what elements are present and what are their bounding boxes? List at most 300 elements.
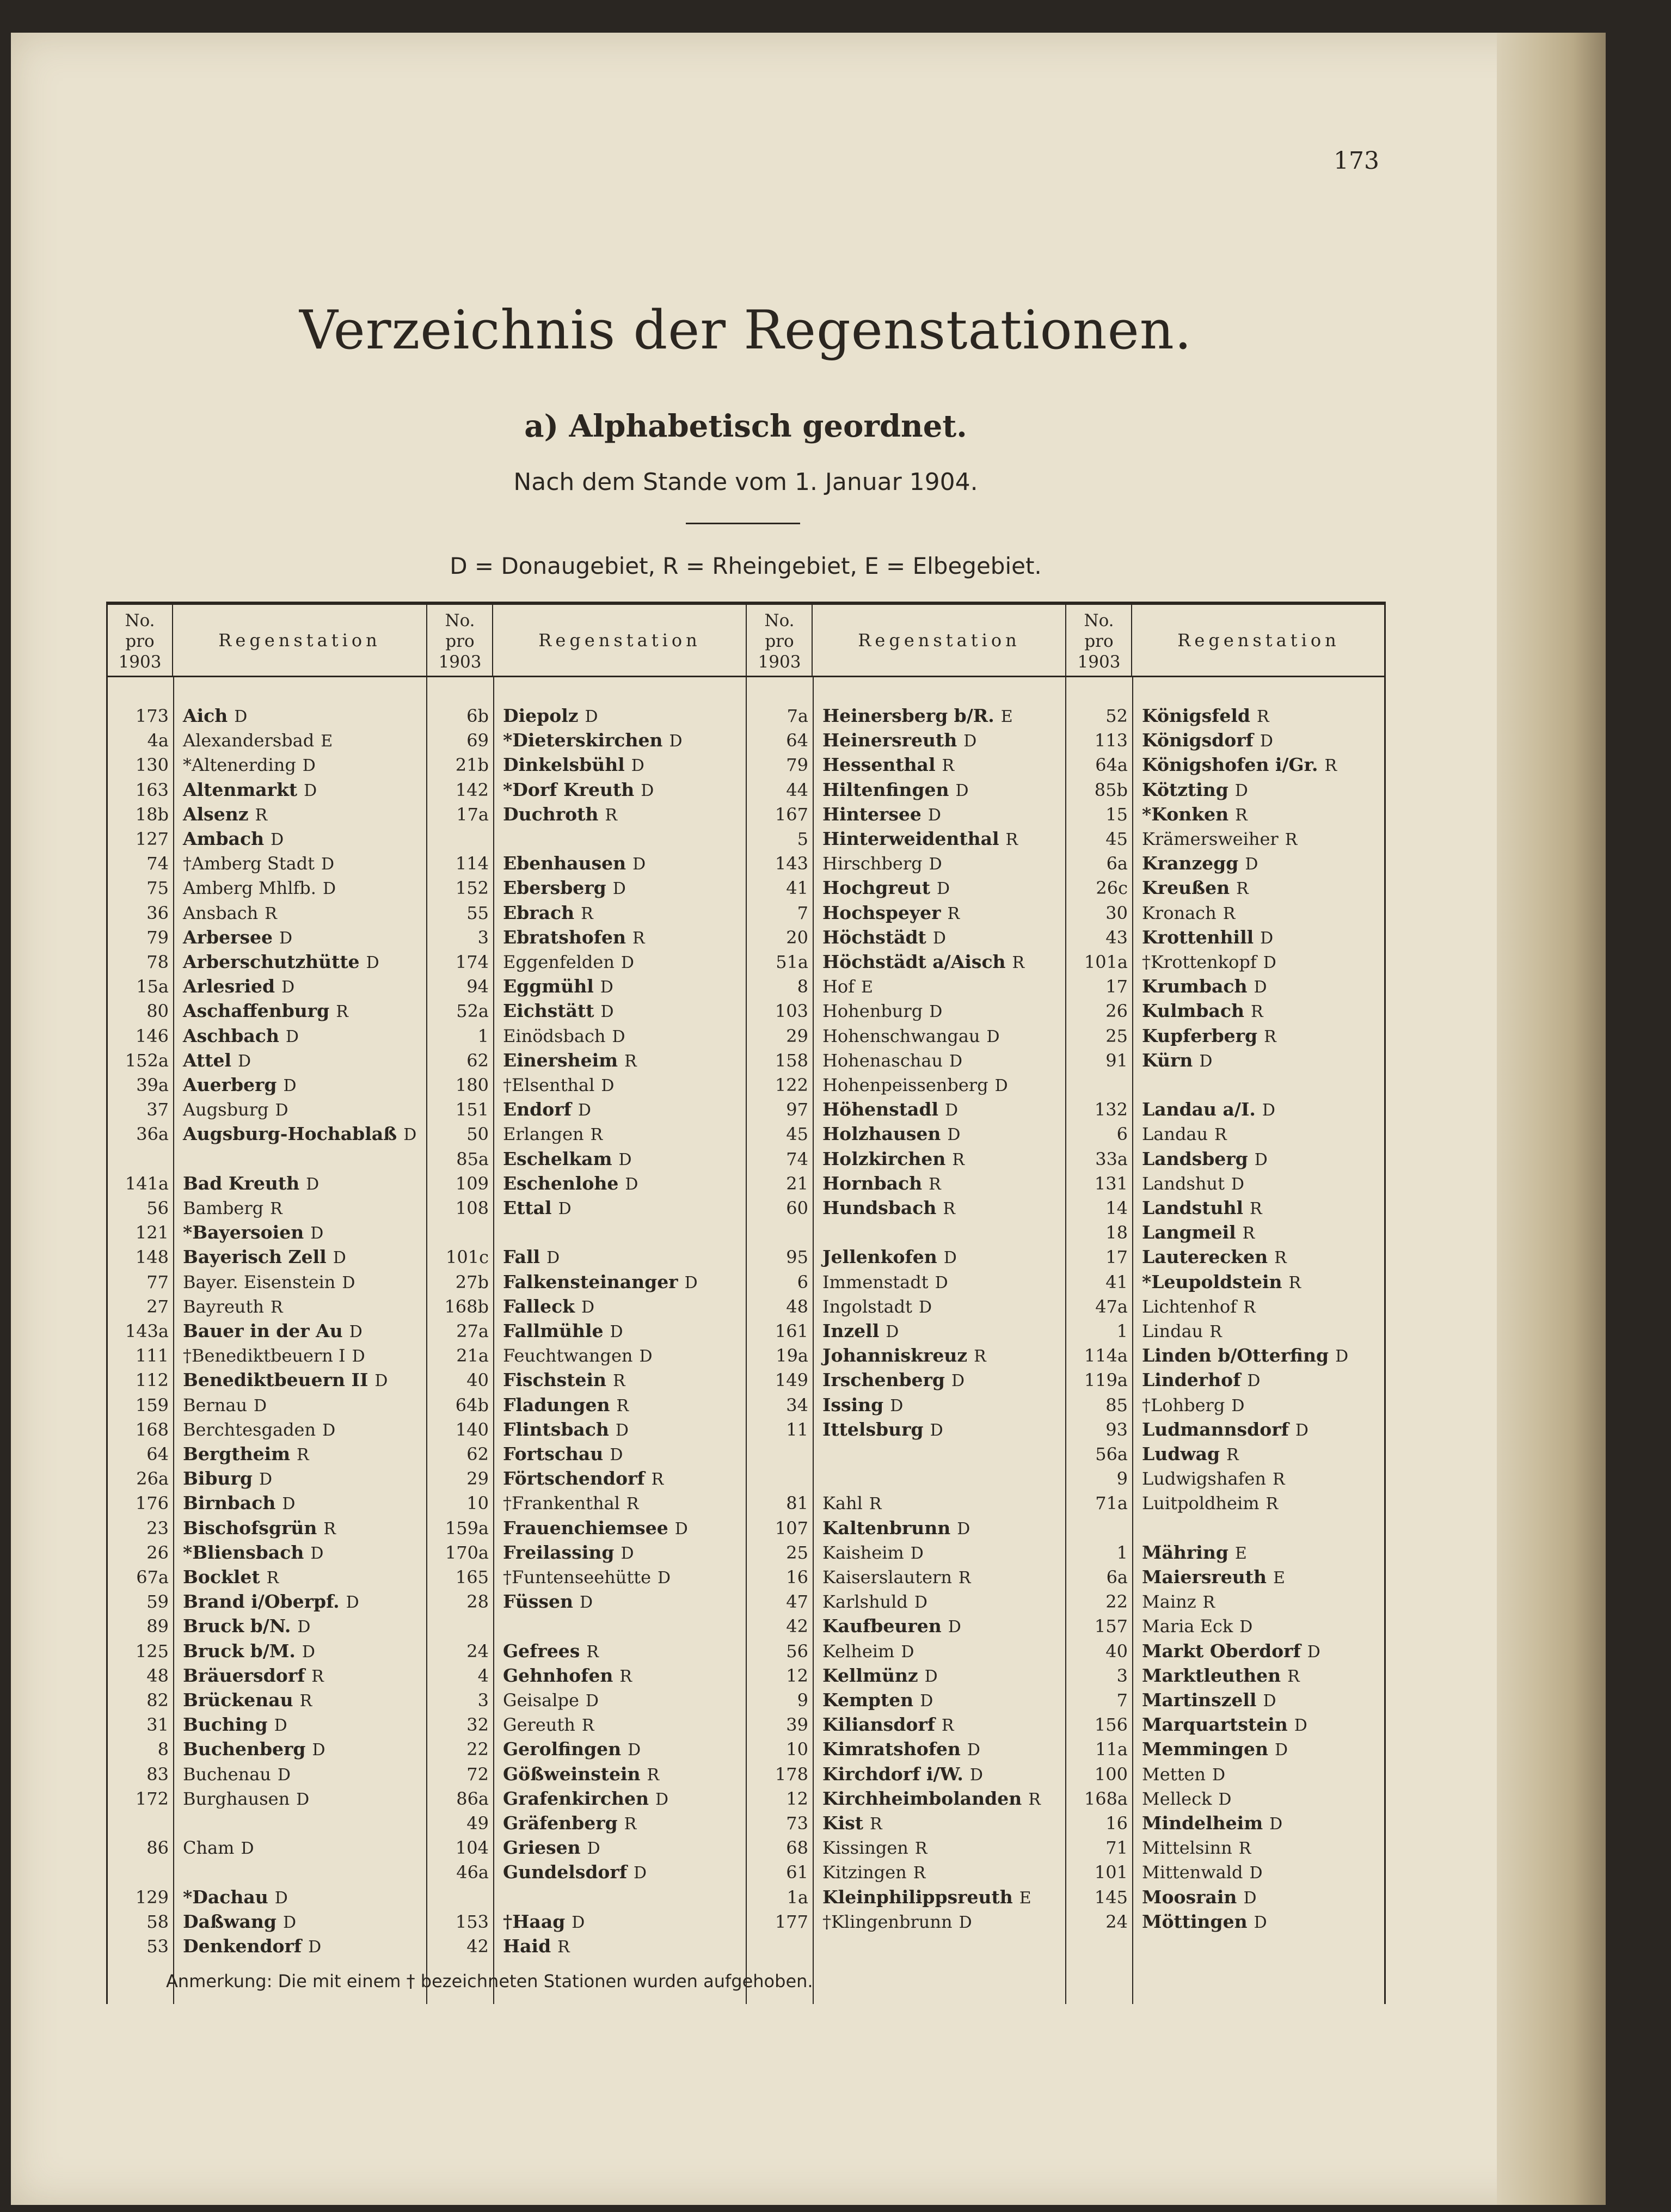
station-name: Ebratshofen R [503, 926, 645, 948]
station-region: R [581, 1716, 594, 1736]
station-region: D [285, 1027, 299, 1046]
table-row [108, 1516, 425, 1540]
station-region: D [936, 879, 950, 899]
station-number: 141a [125, 1173, 169, 1194]
table-row [747, 1172, 1065, 1196]
station-column [1067, 605, 1384, 2004]
station-number: 180 [455, 1075, 489, 1095]
station-number: 85a [456, 1148, 489, 1169]
header-station: Regenstation [858, 630, 1021, 651]
station-name: Martinszell D [1142, 1689, 1276, 1711]
table-row [428, 901, 745, 925]
station-region: R [1256, 707, 1269, 726]
station-region: R [941, 1716, 954, 1736]
station-name: Grafenkirchen D [503, 1787, 669, 1809]
table-row [428, 926, 745, 949]
page-edge [1497, 33, 1606, 2205]
station-number: 73 [786, 1813, 808, 1834]
station-number: 140 [455, 1419, 489, 1440]
station-name: Krottenhill D [1142, 926, 1274, 948]
station-name: Lindau R [1142, 1321, 1222, 1341]
station-name: Kranzegg D [1142, 853, 1258, 874]
table-row [108, 1565, 425, 1589]
station-region: D [1262, 1101, 1275, 1120]
station-region: D [1260, 928, 1274, 948]
table-row [747, 1516, 1065, 1540]
station-region: D [1294, 1716, 1307, 1736]
station-name: †Benediktbeuern I D [183, 1345, 365, 1367]
station-region: R [1285, 830, 1298, 849]
table-row [428, 1467, 745, 1491]
station-name: Duchroth R [503, 803, 617, 825]
station-name: Endorf D [503, 1099, 591, 1120]
header-number [428, 605, 493, 676]
station-number: 52a [456, 1001, 489, 1022]
station-region: R [651, 1470, 664, 1490]
book-page [11, 33, 1606, 2205]
station-name: Dinkelsbühl D [503, 754, 644, 776]
station-region: D [572, 1913, 585, 1932]
station-name: Hundsbach R [822, 1197, 955, 1218]
station-name: Bruck b/N. D [183, 1615, 311, 1637]
station-number: 85b [1094, 779, 1128, 800]
station-region: D [641, 781, 654, 800]
table-row [1067, 1172, 1384, 1196]
station-number: 177 [775, 1911, 808, 1932]
station-name: Langmeil R [1142, 1222, 1255, 1243]
column-separator [746, 605, 747, 2004]
station-region: D [1212, 1765, 1226, 1785]
table-row [747, 975, 1065, 998]
station-region: D [306, 1174, 320, 1194]
table-row [747, 1762, 1065, 1786]
station-number: 27a [456, 1321, 489, 1341]
station-name: Marktleuthen R [1142, 1664, 1300, 1686]
table-row [747, 1196, 1065, 1220]
table-row [1067, 1221, 1384, 1245]
station-number: 125 [135, 1640, 169, 1662]
table-row [747, 1319, 1065, 1343]
station-number: 168b [444, 1296, 489, 1317]
station-region: D [684, 1273, 698, 1292]
station-region: D [947, 1125, 961, 1145]
station-number: 1a [787, 1886, 808, 1908]
station-number: 27 [146, 1296, 169, 1317]
station-number: 146 [135, 1025, 169, 1046]
table-row [428, 1270, 745, 1294]
station-region: R [626, 1494, 639, 1514]
station-name: Biburg D [183, 1468, 273, 1490]
table-row [1067, 876, 1384, 900]
station-region: D [615, 1420, 629, 1440]
table-row [108, 1418, 425, 1442]
station-name: Metten D [1142, 1763, 1226, 1785]
station-name: Einödsbach D [503, 1025, 625, 1046]
station-number: 83 [146, 1763, 169, 1785]
table-row [108, 1049, 425, 1073]
table-row [1067, 728, 1384, 752]
station-name: Gefrees R [503, 1640, 599, 1662]
station-number: 42 [466, 1936, 489, 1957]
station-name: Buching D [183, 1714, 287, 1736]
station-region: D [935, 1273, 948, 1292]
station-name: Kirchdorf i/W. D [822, 1763, 983, 1785]
station-name: Kiliansdorf R [822, 1714, 954, 1736]
station-number: 56 [146, 1198, 169, 1218]
station-number: 127 [135, 829, 169, 849]
table-row [1067, 1811, 1384, 1835]
table-row [108, 1737, 425, 1761]
station-region: R [590, 1125, 603, 1145]
station-name: Flintsbach D [503, 1418, 629, 1440]
table-row [1067, 778, 1384, 802]
station-region: R [947, 904, 960, 923]
station-region: D [234, 707, 248, 726]
station-name: †Frankenthal R [503, 1493, 639, 1514]
station-name: Ettal D [503, 1197, 572, 1218]
table-row [1067, 1787, 1384, 1811]
station-region: D [612, 879, 626, 899]
station-name: *Dachau D [183, 1886, 288, 1908]
station-number: 1 [1116, 1321, 1128, 1341]
station-number: 161 [775, 1321, 808, 1341]
station-number: 113 [1094, 730, 1128, 751]
station-region: D [322, 1420, 336, 1440]
table-row [428, 753, 745, 777]
table-row [108, 778, 425, 802]
table-row [747, 753, 1065, 777]
table-row [108, 1122, 425, 1146]
station-number: 56a [1095, 1444, 1128, 1465]
station-region: D [628, 1741, 641, 1760]
table-row [428, 1688, 745, 1712]
table-row [1067, 827, 1384, 851]
station-name: Aich D [183, 705, 248, 726]
station-region: D [1239, 1617, 1253, 1637]
station-name: Krumbach D [1142, 976, 1267, 997]
station-number: 16 [1105, 1813, 1128, 1834]
station-number: 93 [1105, 1419, 1128, 1440]
table-row [428, 1934, 745, 1958]
station-region: R [1235, 805, 1248, 825]
table-row [428, 1368, 745, 1392]
table-row [108, 950, 425, 974]
table-row [108, 1098, 425, 1122]
station-region: D [1254, 1913, 1267, 1932]
station-number: 58 [146, 1911, 169, 1932]
station-name: Ebenhausen D [503, 853, 646, 874]
table-row [108, 753, 425, 777]
station-region: D [959, 1913, 972, 1932]
station-region: D [546, 1248, 560, 1268]
station-number: 107 [775, 1517, 808, 1539]
station-region: R [1324, 756, 1337, 776]
station-region: D [296, 1790, 310, 1809]
station-name: Bocklet R [183, 1566, 279, 1588]
station-name: Kist R [822, 1812, 882, 1834]
station-number: 10 [466, 1493, 489, 1514]
station-region: D [279, 928, 293, 948]
table-row [108, 1934, 425, 1958]
station-number: 45 [786, 1124, 808, 1145]
station-number: 28 [466, 1591, 489, 1613]
station-number: 145 [1094, 1886, 1128, 1908]
station-number: 64 [146, 1444, 169, 1465]
station-name: Hiltenfingen D [822, 779, 969, 800]
station-region: R [581, 904, 593, 923]
station-number: 176 [135, 1493, 169, 1514]
station-region: D [1263, 953, 1276, 972]
table-row [1067, 1196, 1384, 1220]
station-name: Cham D [183, 1837, 254, 1859]
station-region: R [265, 904, 277, 923]
station-region: R [1264, 1027, 1276, 1046]
table-row [428, 1664, 745, 1688]
station-number: 18 [1105, 1222, 1128, 1243]
station-region: D [945, 1101, 959, 1120]
table-row [1067, 1024, 1384, 1048]
station-region: D [955, 781, 969, 800]
table-row [1067, 1368, 1384, 1392]
station-region: R [913, 1864, 926, 1883]
table-row [1067, 1688, 1384, 1712]
table-row [1067, 1418, 1384, 1442]
station-region: D [585, 1692, 599, 1711]
station-name: Kirchheimbolanden R [822, 1787, 1041, 1809]
station-name: Fortschau D [503, 1443, 623, 1465]
station-number: 12 [786, 1665, 808, 1686]
station-name: Kreußen R [1142, 877, 1249, 899]
station-name: Ambach D [183, 828, 284, 849]
station-name: *Dieterskirchen D [503, 730, 683, 751]
station-region: R [870, 1815, 882, 1834]
station-name: Hinterweidenthal R [822, 828, 1018, 849]
table-row [108, 1541, 425, 1565]
station-name: Brand i/Oberpf. D [183, 1591, 359, 1613]
station-region: D [308, 1938, 322, 1957]
station-region: D [259, 1470, 273, 1490]
station-name: Lauterecken R [1142, 1246, 1287, 1268]
station-name: Melleck D [1142, 1788, 1232, 1809]
station-region: D [1335, 1347, 1349, 1367]
station-name: Altenmarkt D [183, 779, 317, 800]
station-number: 39a [136, 1075, 169, 1095]
table-row [428, 1639, 745, 1663]
station-name: Gehnhofen R [503, 1664, 632, 1686]
table-row [747, 1664, 1065, 1688]
table-row [108, 728, 425, 752]
station-number: 6 [1116, 1124, 1128, 1145]
station-region: E [1019, 1888, 1031, 1908]
table-row [108, 1344, 425, 1368]
station-name: Eschenlohe D [503, 1172, 638, 1194]
table-row [1067, 1270, 1384, 1294]
station-name: †Haag D [503, 1910, 585, 1932]
table-row [747, 851, 1065, 875]
station-region: E [861, 978, 873, 997]
station-region: D [669, 732, 683, 751]
station-name: Ittelsburg D [822, 1418, 943, 1440]
table-row [1067, 1467, 1384, 1491]
station-number: 173 [135, 706, 169, 726]
table-row [1067, 926, 1384, 949]
station-region: D [890, 1396, 904, 1416]
station-region: E [321, 732, 333, 751]
station-number: 36 [146, 902, 169, 923]
station-region: R [1243, 1297, 1256, 1317]
table-row [428, 999, 745, 1023]
station-name: Arbersee D [183, 926, 293, 948]
station-name: Gundelsdorf D [503, 1861, 647, 1883]
station-region: D [254, 1396, 267, 1416]
table-row [747, 876, 1065, 900]
station-number: 52 [1105, 706, 1128, 726]
station-number: 62 [466, 1444, 489, 1465]
table-row [428, 704, 745, 728]
station-number: 22 [1105, 1591, 1128, 1613]
table-row [1067, 950, 1384, 974]
station-name: Fallmühle D [503, 1320, 623, 1341]
station-number: 170a [445, 1542, 489, 1563]
station-number: 33a [1095, 1148, 1128, 1169]
station-region: D [1260, 732, 1273, 751]
station-name: Ludmannsdorf D [1142, 1418, 1308, 1440]
station-number: 114 [455, 853, 489, 874]
table-row [747, 1639, 1065, 1663]
station-region: R [1202, 1593, 1215, 1613]
page-title: Verzeichnis der Regenstationen. [299, 299, 1193, 361]
station-region: D [914, 1593, 927, 1613]
station-name: Bauer in der Au D [183, 1320, 363, 1341]
station-region: D [625, 1174, 638, 1194]
station-name: Hohenpeissenberg D [822, 1075, 1008, 1095]
station-region: D [349, 1322, 363, 1341]
station-number: 3 [477, 1690, 489, 1711]
table-row [747, 1049, 1065, 1073]
station-number: 103 [775, 1001, 808, 1022]
station-region: D [610, 1445, 623, 1465]
station-name: *Bliensbach D [183, 1541, 324, 1563]
station-region: R [299, 1692, 312, 1711]
station-number: 81 [786, 1493, 808, 1514]
table-row [428, 1049, 745, 1073]
station-name: Arberschutzhütte D [183, 951, 379, 972]
station-name: Hessenthal R [822, 754, 955, 776]
station-region: D [1263, 1692, 1276, 1711]
station-table [106, 602, 1386, 2004]
station-name: Frauenchiemsee D [503, 1517, 688, 1539]
station-number: 1 [477, 1025, 489, 1046]
table-row [1067, 1442, 1384, 1466]
table-row [1067, 1295, 1384, 1319]
station-number: 34 [786, 1394, 808, 1416]
table-row [747, 1024, 1065, 1048]
station-number: 25 [786, 1542, 808, 1563]
table-row [1067, 975, 1384, 998]
station-name: Buchenberg D [183, 1738, 325, 1760]
station-number: 75 [146, 878, 169, 899]
station-region: D [924, 1666, 938, 1686]
station-number: 10 [786, 1739, 808, 1760]
station-region: R [1250, 1199, 1262, 1218]
station-name: Augsburg D [183, 1099, 288, 1120]
table-row [747, 802, 1065, 826]
station-region: D [578, 1101, 591, 1120]
station-number: 159a [445, 1517, 489, 1539]
station-name: Falleck D [503, 1295, 595, 1317]
station-region: D [274, 1716, 287, 1736]
table-row [747, 1737, 1065, 1761]
station-region: D [352, 1347, 365, 1367]
station-number: 41 [1105, 1271, 1128, 1292]
table-row [428, 1442, 745, 1466]
station-name: Berchtesgaden D [183, 1419, 336, 1440]
table-row [428, 1393, 745, 1417]
station-number: 12 [786, 1788, 808, 1809]
station-number: 56 [786, 1640, 808, 1662]
station-name: Höchstädt a/Aisch R [822, 951, 1025, 972]
station-region: D [302, 756, 316, 776]
station-region: R [943, 1199, 955, 1218]
station-name: Birnbach D [183, 1492, 296, 1514]
station-number: 21 [786, 1173, 808, 1194]
station-number: 43 [1105, 927, 1128, 948]
station-name: Freilassing D [503, 1541, 634, 1563]
header-number-line: 1903 [438, 652, 482, 672]
table-row [747, 1541, 1065, 1565]
station-number: 172 [135, 1788, 169, 1809]
station-number: 152 [455, 878, 489, 899]
station-name: Feuchtwangen D [503, 1345, 653, 1367]
station-region: D [986, 1027, 1000, 1046]
station-number: 26 [1105, 1001, 1128, 1022]
table-row [747, 778, 1065, 802]
station-region: D [277, 1765, 291, 1785]
table-row [747, 1368, 1065, 1392]
table-row [747, 1713, 1065, 1737]
column-separator [1065, 605, 1066, 2004]
station-region: D [927, 805, 941, 825]
station-name: Issing D [822, 1394, 904, 1416]
station-region: D [1274, 1741, 1288, 1760]
station-region: D [631, 756, 644, 776]
station-region: R [1238, 1839, 1251, 1859]
station-name: Attel D [183, 1049, 251, 1071]
station-region: R [929, 1174, 941, 1194]
station-region: D [282, 1494, 296, 1514]
station-name: Gereuth R [503, 1714, 594, 1736]
station-name: Hohenaschau D [822, 1050, 963, 1071]
station-region: D [674, 1519, 688, 1539]
station-region: D [580, 1593, 593, 1613]
station-number: 3 [1116, 1665, 1128, 1686]
station-region: D [621, 1543, 634, 1563]
table-row [1067, 1049, 1384, 1073]
table-row [428, 1295, 745, 1319]
station-name: Benediktbeuern II D [183, 1369, 388, 1391]
station-region: D [618, 1150, 632, 1169]
station-name: Einersheim R [503, 1049, 637, 1071]
station-column [428, 605, 745, 2004]
station-number: 41 [786, 878, 808, 899]
station-number: 79 [146, 927, 169, 948]
station-number: 91 [1105, 1050, 1128, 1071]
dateline: Nach dem Stande vom 1. Januar 1904. [513, 468, 978, 496]
station-region: D [943, 1248, 957, 1268]
header-number [108, 605, 173, 676]
station-number: 112 [135, 1370, 169, 1391]
station-name: Kahl R [822, 1493, 882, 1514]
